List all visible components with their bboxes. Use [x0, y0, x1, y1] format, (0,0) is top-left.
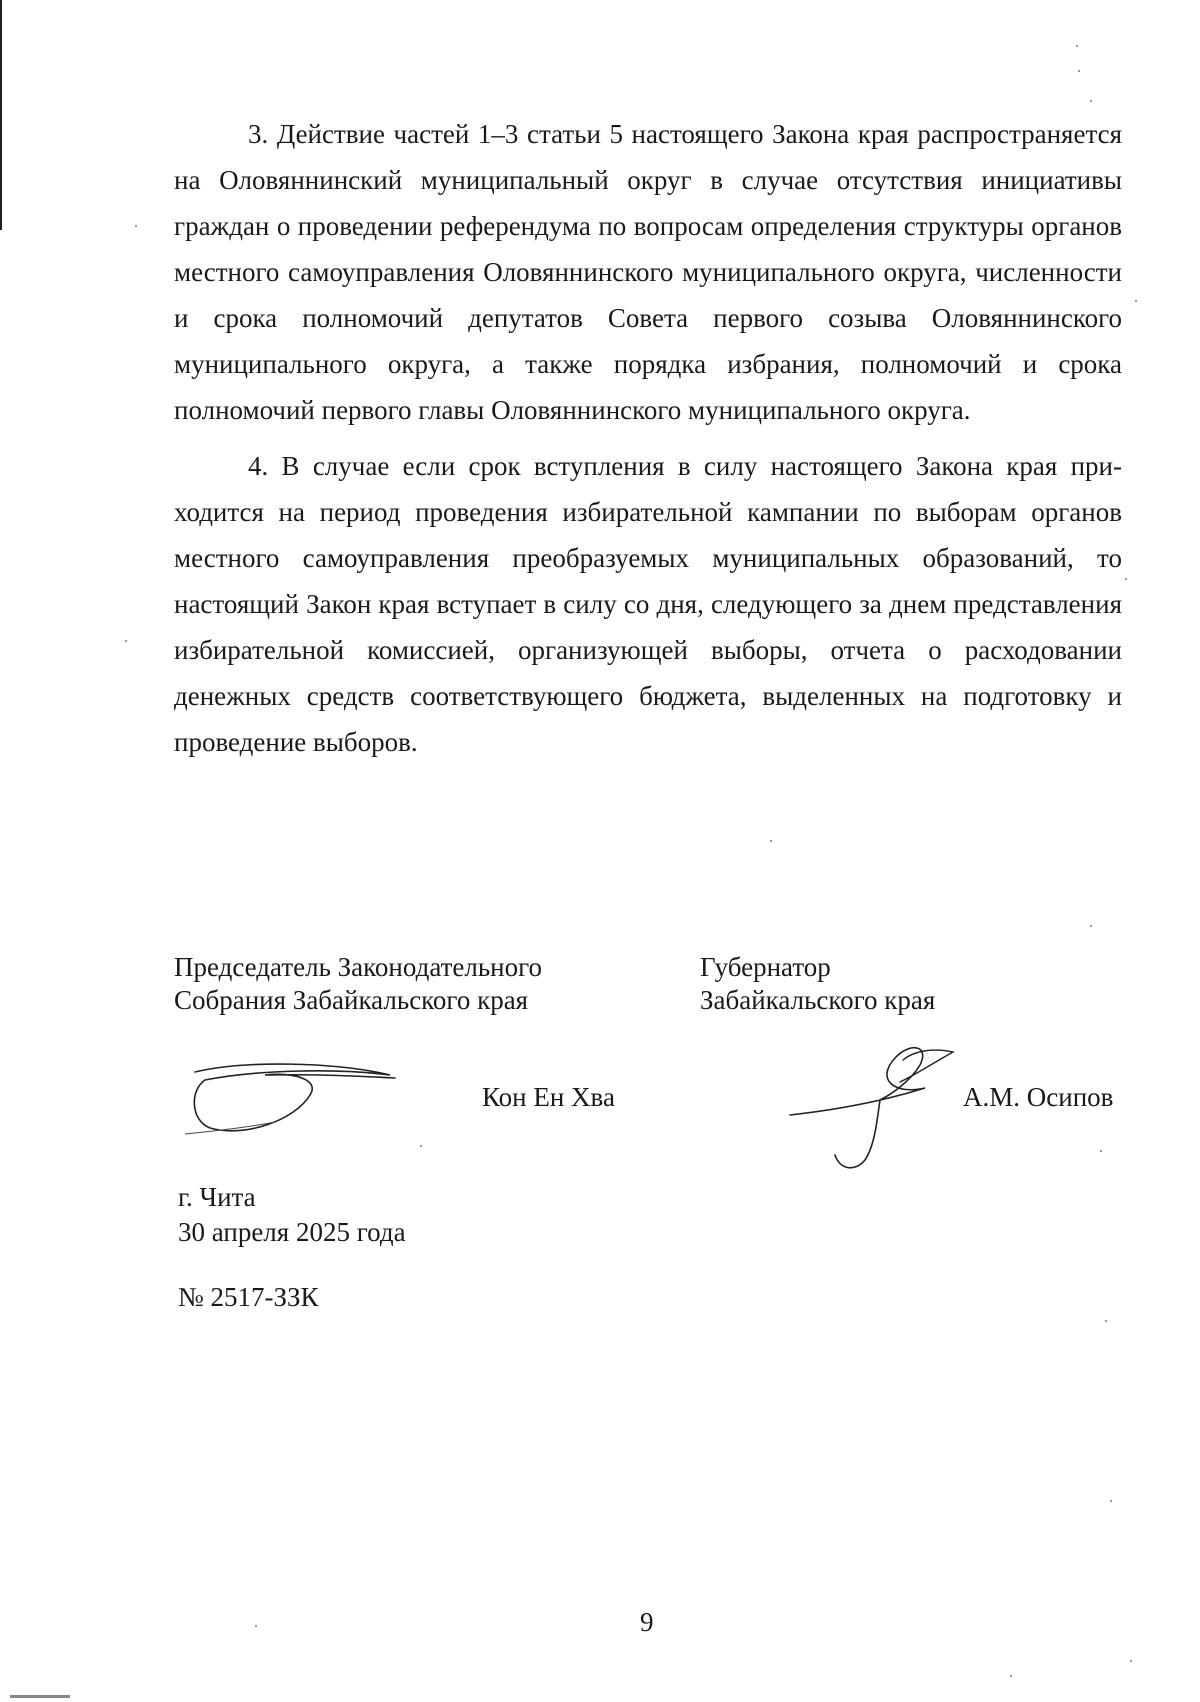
- scan-bottom-mark: [10, 1695, 70, 1698]
- governor-handwritten-signature: [785, 1040, 960, 1175]
- city: г. Чита: [178, 1182, 256, 1212]
- paragraph-3: 3. Действие частей 1–3 статьи 5 настоящего Закона края распространяется на Оловяннинский муниципальный округ в случае отсутствия инициативы граждан о проведении референдума по вопросам определения структуры органов местного самоуправления Оловяннинского муниципального округа, численности и срока полномочий депутатов Совета первого созыва Оловяннинского муниципального округа, а также порядка избрания, полномочий и срока полномочий первого главы Оловяннинского муниципального округа.: [174, 119, 1122, 425]
- chairman-title-line-2: Собрания Забайкальского края: [174, 985, 529, 1015]
- paragraph-4: 4. В случае если срок вступления в силу настоящего Закона края приходится на период проведения избирательной кампании по выборам органов местного самоуправления преобразуемых муниципальных образований, то настоящий Закон края вступает в силу со дня, следующего за днем представления избирательной комиссией, организующей выборы, отчета о расходовании денежных средств соответствующего бюджета, выделенных на подготовку и проведение выборов.: [174, 451, 1122, 757]
- governor-title-line-1: Губернатор: [700, 952, 831, 982]
- law-body-text: [174, 111, 1122, 775]
- signing-date: 30 апреля 2025 года: [178, 1217, 406, 1247]
- governor-title: [700, 951, 1120, 1017]
- chairman-handwritten-signature: [185, 1050, 400, 1140]
- chairman-name: Кон Ен Хва: [482, 1082, 615, 1112]
- law-number: № 2517-ЗЗК: [178, 1282, 319, 1312]
- governor-title-line-2: Забайкальского края: [700, 985, 936, 1015]
- place-and-date: [178, 1180, 406, 1250]
- governor-name: А.М. Осипов: [963, 1082, 1114, 1112]
- chairman-title: [174, 951, 594, 1017]
- chairman-title-line-1: Председатель Законодательного: [174, 952, 543, 982]
- page-number: 9: [640, 1607, 654, 1637]
- scan-edge-mark: [0, 0, 2, 230]
